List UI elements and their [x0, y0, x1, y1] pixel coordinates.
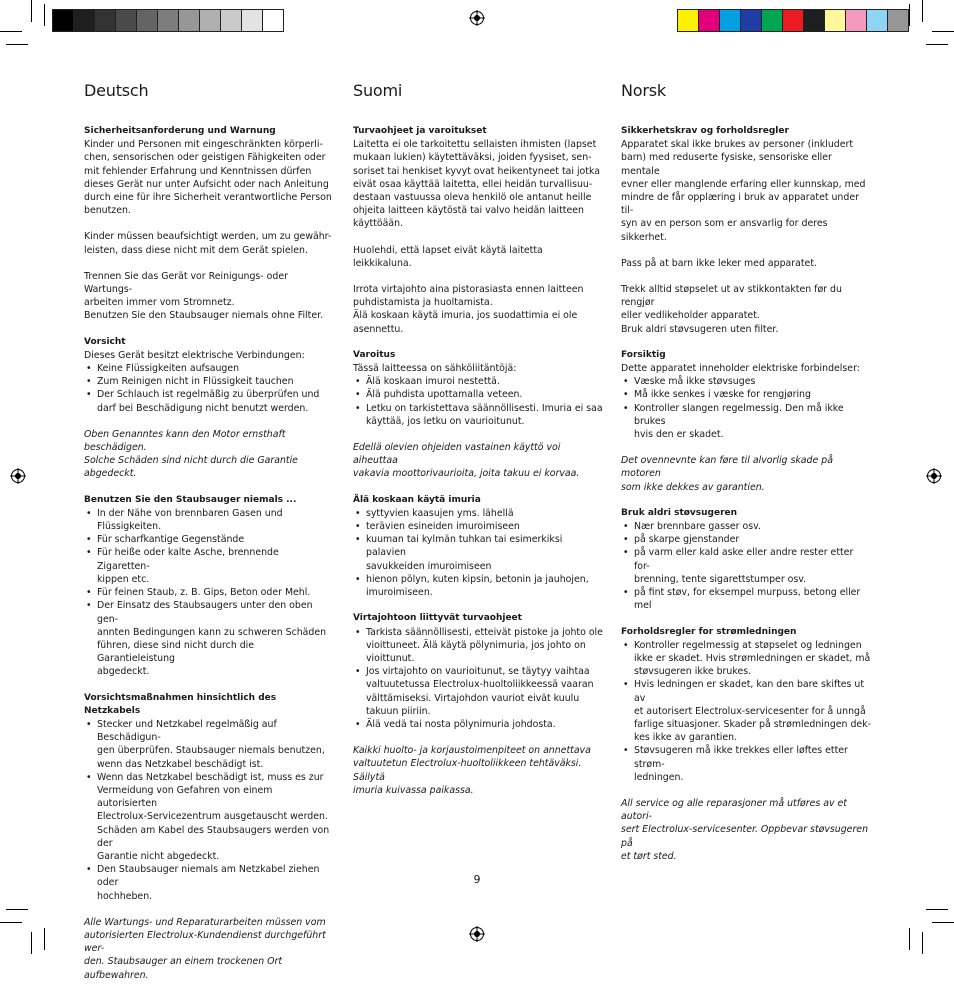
bullet-list [621, 639, 871, 784]
color-swatch [699, 10, 720, 31]
crop-mark [922, 0, 923, 22]
section-heading: Forholdsregler for strømledningen [621, 626, 797, 637]
color-swatch [720, 10, 741, 31]
crop-mark [31, 0, 32, 22]
section-heading: Älä koskaan käytä imuria [353, 494, 481, 505]
color-swatch [741, 10, 762, 31]
list-item: • Für heiße oder kalte Asche, brennende Zigaretten- kippen etc. [84, 546, 334, 586]
section [353, 125, 603, 336]
crop-mark [44, 928, 45, 950]
list-item: • Zum Reinigen nicht in Flüssigkeit tauchen [84, 375, 334, 388]
color-swatch [95, 10, 116, 31]
section-heading: Sicherheitsanforderung und Warnung [84, 126, 276, 136]
color-swatch [242, 10, 263, 31]
paragraph: Irrota virtajohto aina pistorasiasta ennen laitteen puhdistamista ja huoltamista. Älä koskaan käytä imuria, jos suodattimia ei ole asennettu. [353, 284, 584, 335]
crop-mark [926, 44, 948, 45]
paragraph: Laitetta ei ole tarkoitettu sellaisten ihmisten (lapset mukaan lukien) käytettäväksi, joiden fyysiset, sen- soriset tai henkiset kyvyt ovat heikentyneet tai jotka eivät osaa käyttää laitetta, ellei heidän turvallisuu- destaan vastuussa oleva henkilö ole antanut heille ohjeita laitteen käytöstä tai valvo heidän laitteen käyttöään. [353, 139, 600, 230]
crop-mark [0, 922, 22, 923]
section-intro: Dieses Gerät besitzt elektrische Verbindungen: [84, 349, 305, 361]
list-item: • terävien esineiden imuroimiseen [353, 520, 603, 533]
italic-note: All service og alle reparasjoner må utføres av et autori- sert Electrolux-servicesenter. Oppbevar støvsugeren på et tørt sted. [621, 797, 869, 862]
list-item: • Für feinen Staub, z. B. Gips, Beton oder Mehl. [84, 586, 334, 599]
list-item: • kuuman tai kylmän tuhkan tai esimerkiksi palavien savukkeiden imuroimiseen [353, 533, 603, 573]
crop-mark [909, 4, 910, 26]
crop-mark [31, 932, 32, 954]
color-swatch [846, 10, 867, 31]
section-heading: Bruk aldri støvsugeren [621, 507, 738, 518]
column-title: Norsk [621, 81, 666, 100]
section [621, 626, 871, 863]
registration-mark-icon [469, 10, 485, 26]
bullet-list [84, 507, 334, 679]
crop-mark [909, 928, 910, 950]
list-item: • Den Staubsauger niemals am Netzkabel ziehen oder hochheben. [84, 863, 334, 903]
registration-mark-icon [469, 926, 485, 942]
section [84, 494, 334, 679]
section-heading: Varoitus [353, 349, 396, 360]
column-deutsch [84, 80, 334, 995]
paragraph: Kinder und Personen mit eingeschränkten körperli- chen, sensorischen oder geistigen Fähigkeiten oder mit fehlender Erfahrung und Kenntnissen dürfen dieses Gerät nur unter Aufsicht oder nach Anleitung durch eine für ihre Sicherheit verantwortliche Person benutzen. [84, 139, 332, 217]
section [621, 349, 871, 494]
crop-mark [926, 909, 948, 910]
bullet-list [621, 520, 871, 612]
bullet-list [353, 626, 603, 732]
section [84, 125, 334, 323]
italic-note: Kaikki huolto- ja korjaustoimenpiteet on annettava valtuutetun Electrolux-huoltoliikkeen tehtäväksi. Säilytä imuria kuivassa paikassa. [353, 745, 591, 796]
section [353, 349, 603, 481]
column-suomi [353, 80, 603, 810]
page-number: 9 [473, 873, 481, 886]
grayscale-color-bar [52, 9, 284, 32]
italic-note: Edellä olevien ohjeiden vastainen käyttö voi aiheuttaa vakavia moottorivaurioita, joita takuu ei korvaa. [353, 442, 580, 480]
list-item: • Der Einsatz des Staubsaugers unter den oben gen- annten Bedingungen kann zu schweren Schäden führen, diese sind nicht durch die Garantieleistung abgedeckt. [84, 599, 334, 678]
italic-note: Det ovennevnte kan føre til alvorlig skade på motoren som ikke dekkes av garantien. [621, 455, 833, 493]
list-item: • Für scharfkantige Gegenstände [84, 533, 334, 546]
section [621, 507, 871, 613]
paragraph: Trekk alltid støpselet ut av stikkontakten før du rengjør eller vedlikeholder apparatet. Bruk aldri støvsugeren uten filter. [621, 284, 842, 335]
registration-mark-icon [10, 468, 26, 484]
list-item: • Støvsugeren må ikke trekkes eller løftes etter strøm- ledningen. [621, 744, 871, 784]
paragraph: Apparatet skal ikke brukes av personer (inkludert barn) med reduserte fysiske, sensoriske eller mentale evner eller manglende erfaring eller kunnskap, med mindre de får opplæring i bruk av apparatet under til- syn av en person som er ansvarlig for deres sikkerhet. [621, 139, 866, 243]
list-item: • In der Nähe von brennbaren Gasen und Flüssigkeiten. [84, 507, 334, 533]
color-swatch [200, 10, 221, 31]
list-item: • Der Schlauch ist regelmäßig zu überprüfen und darf bei Beschädigung nicht benutzt werden. [84, 388, 334, 414]
color-swatch [263, 10, 283, 31]
crop-mark [0, 31, 22, 32]
paragraph: Pass på at barn ikke leker med apparatet. [621, 257, 817, 269]
list-item: • Hvis ledningen er skadet, kan den bare skiftes ut av et autorisert Electrolux-servicesenter for å unngå farlige situasjoner. Skader på strømledningen dek- kes ikke av garantien. [621, 678, 871, 744]
crop-mark [6, 44, 28, 45]
list-item: • Jos virtajohto on vaurioitunut, se täytyy vaihtaa valtuutetussa Electrolux-huoltoliikkeessä vaaran välttämiseksi. Virtajohdon vauriot eivät kuulu takuun piiriin. [353, 665, 603, 718]
list-item: • Nær brennbare gasser osv. [621, 520, 871, 533]
paragraph: Huolehdi, että lapset eivät käytä laitetta leikkikaluna. [353, 244, 543, 269]
color-swatch [53, 10, 74, 31]
color-swatch [825, 10, 846, 31]
column-title: Suomi [353, 81, 403, 100]
section-heading: Turvaohjeet ja varoitukset [353, 126, 487, 136]
list-item: • Älä puhdista upottamalla veteen. [353, 388, 603, 401]
list-item: • på varm eller kald aske eller andre rester etter for- brenning, tente sigarettstumper osv. [621, 546, 871, 586]
list-item: • Må ikke senkes i væske for rengjøring [621, 388, 871, 401]
section-heading: Vorsicht [84, 336, 126, 347]
paragraph: Kinder müssen beaufsichtigt werden, um zu gewähr- leisten, dass diese nicht mit dem Gerät spielen. [84, 231, 332, 256]
list-item: • hienon pölyn, kuten kipsin, betonin ja jauhojen, imuroimiseen. [353, 573, 603, 599]
crop-mark [44, 4, 45, 26]
registration-mark-icon [926, 468, 942, 484]
paragraph: Trennen Sie das Gerät vor Reinigungs- oder Wartungs- arbeiten immer vom Stromnetz. Benutzen Sie den Staubsauger niemals ohne Filter. [84, 270, 324, 322]
color-swatch [158, 10, 179, 31]
section-heading: Virtajohtoon liittyvät turvaohjeet [353, 613, 522, 624]
color-swatch [888, 10, 908, 31]
crop-mark [932, 31, 954, 32]
list-item: • Væske må ikke støvsuges [621, 375, 871, 388]
section-heading: Vorsichtsmaßnahmen hinsichtlich des Netzkabels [84, 692, 277, 716]
section [84, 336, 334, 481]
color-swatch [74, 10, 95, 31]
color-swatch [116, 10, 137, 31]
italic-note: Oben Genanntes kann den Motor ernsthaft beschädigen. Solche Schäden sind nicht durch die Garantie abgedeckt. [84, 428, 298, 480]
section [84, 692, 334, 982]
list-item: • Keine Flüssigkeiten aufsaugen [84, 362, 334, 375]
list-item: • Älä vedä tai nosta pölynimuria johdosta. [353, 718, 603, 731]
section-heading: Benutzen Sie den Staubsauger niemals ... [84, 494, 297, 505]
section-intro: Tässä laitteessa on sähköliitäntöjä: [353, 363, 517, 375]
bullet-list [621, 375, 871, 441]
bullet-list [84, 362, 334, 415]
column-title: Deutsch [84, 81, 149, 100]
crop-mark [6, 909, 28, 910]
list-item: • Stecker und Netzkabel regelmäßig auf Beschädigun- gen überprüfen. Staubsauger niemals benutzen, wenn das Netzkabel beschädigt ist. [84, 718, 334, 771]
column-norsk [621, 80, 871, 876]
crop-mark [922, 932, 923, 954]
color-swatch [221, 10, 242, 31]
crop-mark [932, 922, 954, 923]
section-heading: Sikkerhetskrav og forholdsregler [621, 126, 789, 136]
process-color-bar [677, 9, 909, 32]
list-item: • Kontroller slangen regelmessig. Den må ikke brukes hvis den er skadet. [621, 402, 871, 442]
list-item: • Älä koskaan imuroi nestettä. [353, 375, 603, 388]
color-swatch [867, 10, 888, 31]
section [621, 125, 871, 336]
bullet-list [353, 507, 603, 599]
color-swatch [137, 10, 158, 31]
color-swatch [762, 10, 783, 31]
section [353, 612, 603, 797]
section-heading: Forsiktig [621, 349, 666, 360]
list-item: • Wenn das Netzkabel beschädigt ist, muss es zur Vermeidung von Gefahren von einem autorisierten Electrolux-Servicezentrum ausgetauscht werden. Schäden am Kabel des Staubsaugers werden von der Garantie nicht abgedeckt. [84, 771, 334, 863]
italic-note: Alle Wartungs- und Reparaturarbeiten müssen vom autorisierten Electrolux-Kundendienst durchgeführt wer- den. Staubsauger an einem trockenen Ort aufbewahren. [84, 916, 326, 981]
list-item: • Letku on tarkistettava säännöllisesti. Imuria ei saa käyttää, jos letku on vaurioitunut. [353, 402, 603, 428]
list-item: • Tarkista säännöllisesti, etteivät pistoke ja johto ole vioittuneet. Älä käytä pölynimuria, jos johto on vioittunut. [353, 626, 603, 666]
list-item: • syttyvien kaasujen yms. lähellä [353, 507, 603, 520]
color-swatch [678, 10, 699, 31]
bullet-list [353, 375, 603, 428]
list-item: • Kontroller regelmessig at støpselet og ledningen ikke er skadet. Hvis strømledningen er skadet, må støvsugeren ikke brukes. [621, 639, 871, 679]
color-swatch [804, 10, 825, 31]
color-swatch [179, 10, 200, 31]
section [353, 494, 603, 600]
list-item: • på skarpe gjenstander [621, 533, 871, 546]
section-intro: Dette apparatet inneholder elektriske forbindelser: [621, 363, 860, 375]
color-swatch [783, 10, 804, 31]
list-item: • på fint støv, for eksempel murpuss, betong eller mel [621, 586, 871, 612]
